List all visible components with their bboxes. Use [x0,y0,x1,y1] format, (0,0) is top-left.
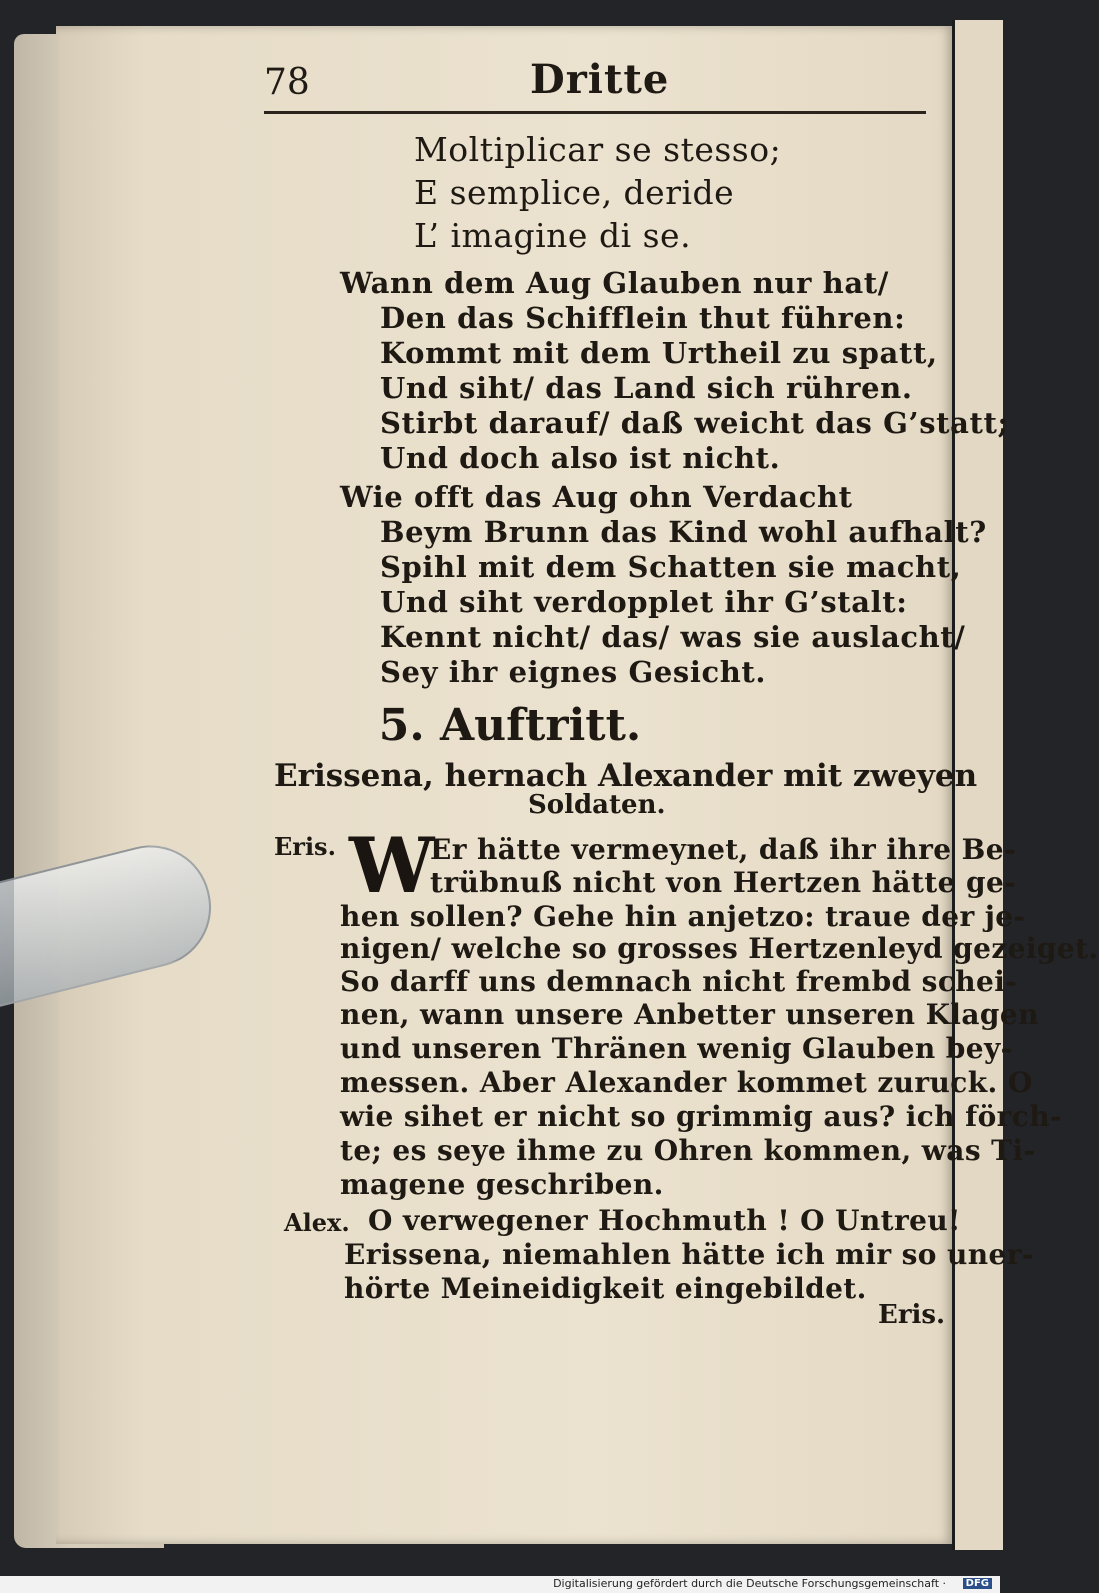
speech-line: trübnuß nicht von Hertzen hätte ge- [430,866,1017,899]
running-head: Dritte [530,56,670,103]
speaker-label: Eris. [274,832,336,861]
catchword: Eris. [878,1300,946,1330]
scene-heading: 5. Auftritt. [378,700,642,751]
cast-line: Soldaten. [528,790,666,820]
page-number: 78 [264,62,310,103]
italian-verse-line: Moltiplicar se stesso; [414,130,782,169]
speaker-label: Alex. [284,1208,350,1237]
italian-verse-line: E semplice, deride [414,173,735,212]
speech-line: Erissena, niemahlen hätte ich mir so uner- [344,1238,1034,1271]
verse-line: Kommt mit dem Urtheil zu spatt, [380,336,938,370]
speech-line: und unseren Thränen wenig Glauben bey- [340,1032,1013,1065]
speech-line: te; es seye ihme zu Ohren kommen, was Ti- [340,1134,1036,1167]
verse-line: Den das Schifflein thut führen: [380,301,906,335]
speech-line: Er hätte vermeynet, daß ihr ihre Be- [430,833,1016,866]
verse-line: Sey ihr eignes Gesicht. [380,655,767,689]
speech-line: nen, wann unsere Anbetter unseren Klagen [340,998,1039,1031]
verse-line: Wie offt das Aug ohn Verdacht [340,480,853,514]
speech-line: magene geschriben. [340,1168,664,1201]
speech-line: wie sihet er nicht so grimmig aus? ich förch- [340,1100,1063,1133]
verse-line: Stirbt darauf/ daß weicht das G’statt; [380,406,1009,440]
verse-line: Und siht/ das Land sich rühren. [380,371,913,405]
speech-line: hen sollen? Gehe hin anjetzo: traue der je- [340,900,1026,933]
speech-line: hörte Meineidigkeit eingebildet. [344,1272,867,1305]
speech-line: So darff uns demnach nicht frembd schei- [340,965,1018,998]
verse-line: Und doch also ist nicht. [380,441,781,475]
dfg-logo: DFG [963,1578,992,1589]
speech-line: O verwegener Hochmuth ! O Untreu! [368,1204,961,1237]
header-rule [264,111,926,114]
footer-credit: Digitalisierung gefördert durch die Deutsche Forschungsgemeinschaft · [553,1577,946,1590]
speech-line: messen. Aber Alexander kommet zuruck. O [340,1066,1033,1099]
drop-cap: W [349,821,433,910]
speech-line: nigen/ welche so grosses Hertzenleyd gezeiget. [340,932,1099,965]
italian-verse-line: L’ imagine di se. [414,216,692,255]
cast-line: Erissena, hernach Alexander mit zweyen [274,758,978,794]
verse-line: Wann dem Aug Glauben nur hat/ [340,266,889,300]
verse-line: Kennt nicht/ das/ was sie auslacht/ [380,620,966,654]
verse-line: Spihl mit dem Schatten sie macht, [380,550,962,584]
verse-line: Beym Brunn das Kind wohl aufhalt? [380,515,987,549]
verse-line: Und siht verdopplet ihr G’stalt: [380,585,908,619]
